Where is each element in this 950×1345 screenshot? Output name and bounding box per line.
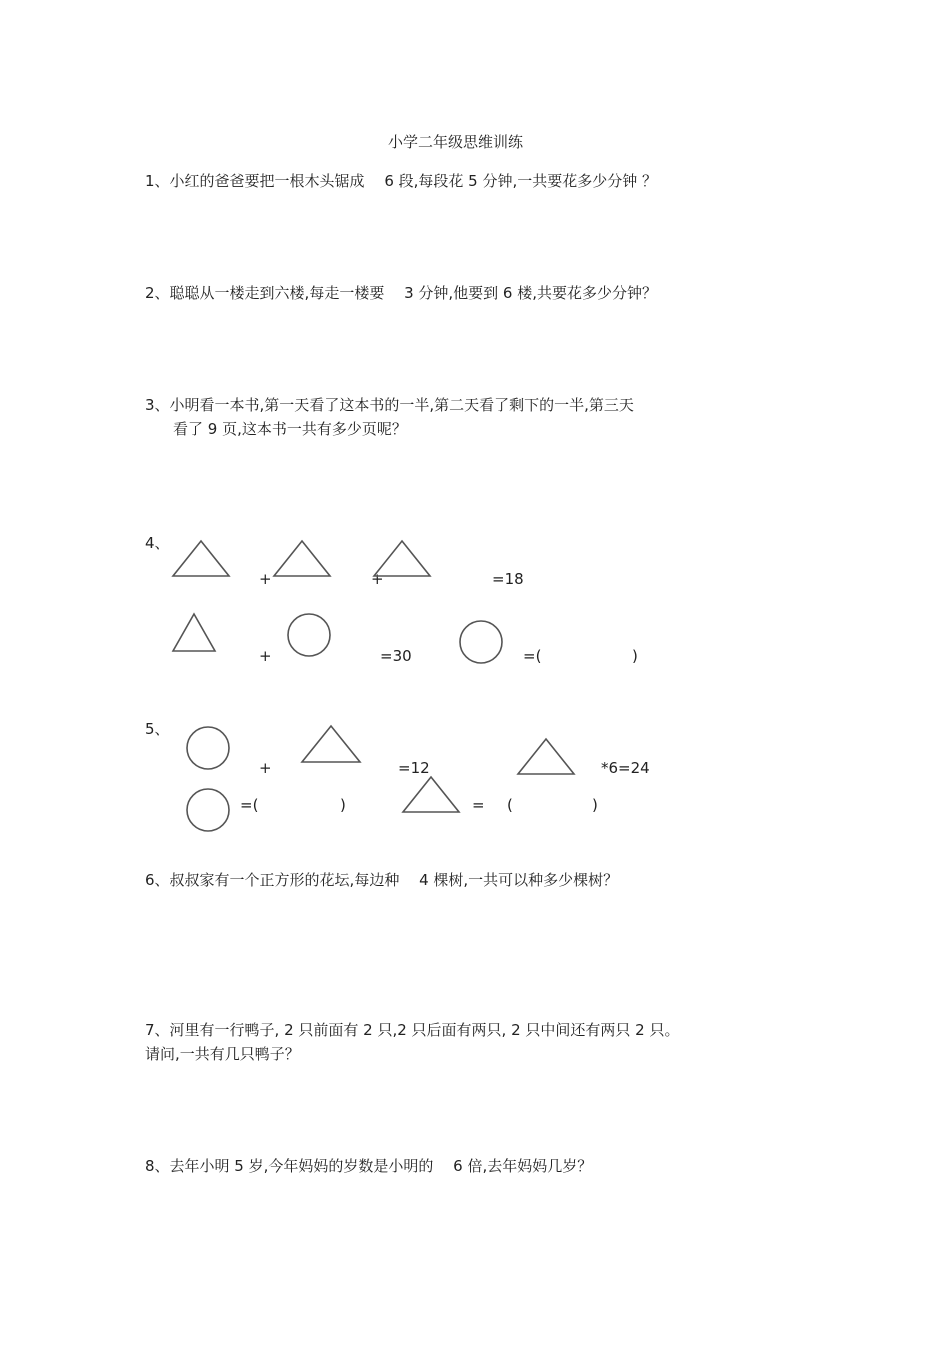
q5-equals-12: =12 <box>398 759 430 777</box>
triangle-icon <box>172 540 230 578</box>
circle-icon <box>459 620 503 664</box>
question-1: 1、小红的爸爸要把一根木头锯成 6 段,每段花 5 分钟,一共要花多少分钟 ？ <box>145 172 658 190</box>
question-6: 6、叔叔家有一个正方形的花坛,每边种 4 棵树,一共可以种多少棵树？ <box>145 871 619 889</box>
q4-answer-close: ) <box>632 647 638 665</box>
circle-icon <box>186 788 230 832</box>
q5-circle-answer-open: =( <box>240 796 259 814</box>
q5-triangle-equals: = <box>472 796 485 814</box>
question-5-number: 5、 <box>145 720 170 738</box>
question-2: 2、聪聪从一楼走到六楼,每走一楼要 3 分钟,他要到 6 楼,共要花多少分钟？ <box>145 284 658 302</box>
q4-answer-open: =( <box>523 647 542 665</box>
q5-triangle-answer-close: ) <box>592 796 598 814</box>
triangle-icon <box>301 725 361 764</box>
q5-times-6-equals-24: *6=24 <box>601 759 650 777</box>
question-8: 8、去年小明 5 岁,今年妈妈的岁数是小明的 6 倍,去年妈妈几岁？ <box>145 1157 593 1175</box>
q4-plus-2: + <box>371 570 384 588</box>
triangle-icon <box>373 540 431 578</box>
q4-plus-1: + <box>259 570 272 588</box>
q4-equals-18: =18 <box>492 570 524 588</box>
circle-icon <box>287 613 331 657</box>
triangle-icon <box>517 738 575 776</box>
q4-equals-30: =30 <box>380 647 412 665</box>
q5-triangle-answer-open: ( <box>507 796 513 814</box>
q5-plus-1: + <box>259 759 272 777</box>
triangle-icon <box>402 776 460 814</box>
question-7-line-2: 请问,一共有几只鸭子？ <box>145 1045 300 1063</box>
circle-icon <box>186 726 230 770</box>
question-3-line-1: 3、小明看一本书,第一天看了这本书的一半,第二天看了剩下的一半,第三天 <box>145 396 634 414</box>
question-4-number: 4、 <box>145 534 170 552</box>
question-7-line-1: 7、河里有一行鸭子, 2 只前面有 2 只,2 只后面有两只, 2 只中间还有两只 2 只。 <box>145 1021 680 1039</box>
page-title: 小学二年级思维训练 <box>388 133 524 151</box>
triangle-icon <box>273 540 331 578</box>
triangle-icon <box>172 613 216 653</box>
question-3-line-2: 看了 9 页,这本书一共有多少页呢？ <box>173 420 407 438</box>
q5-circle-answer-close: ) <box>340 796 346 814</box>
q4-plus-3: + <box>259 647 272 665</box>
